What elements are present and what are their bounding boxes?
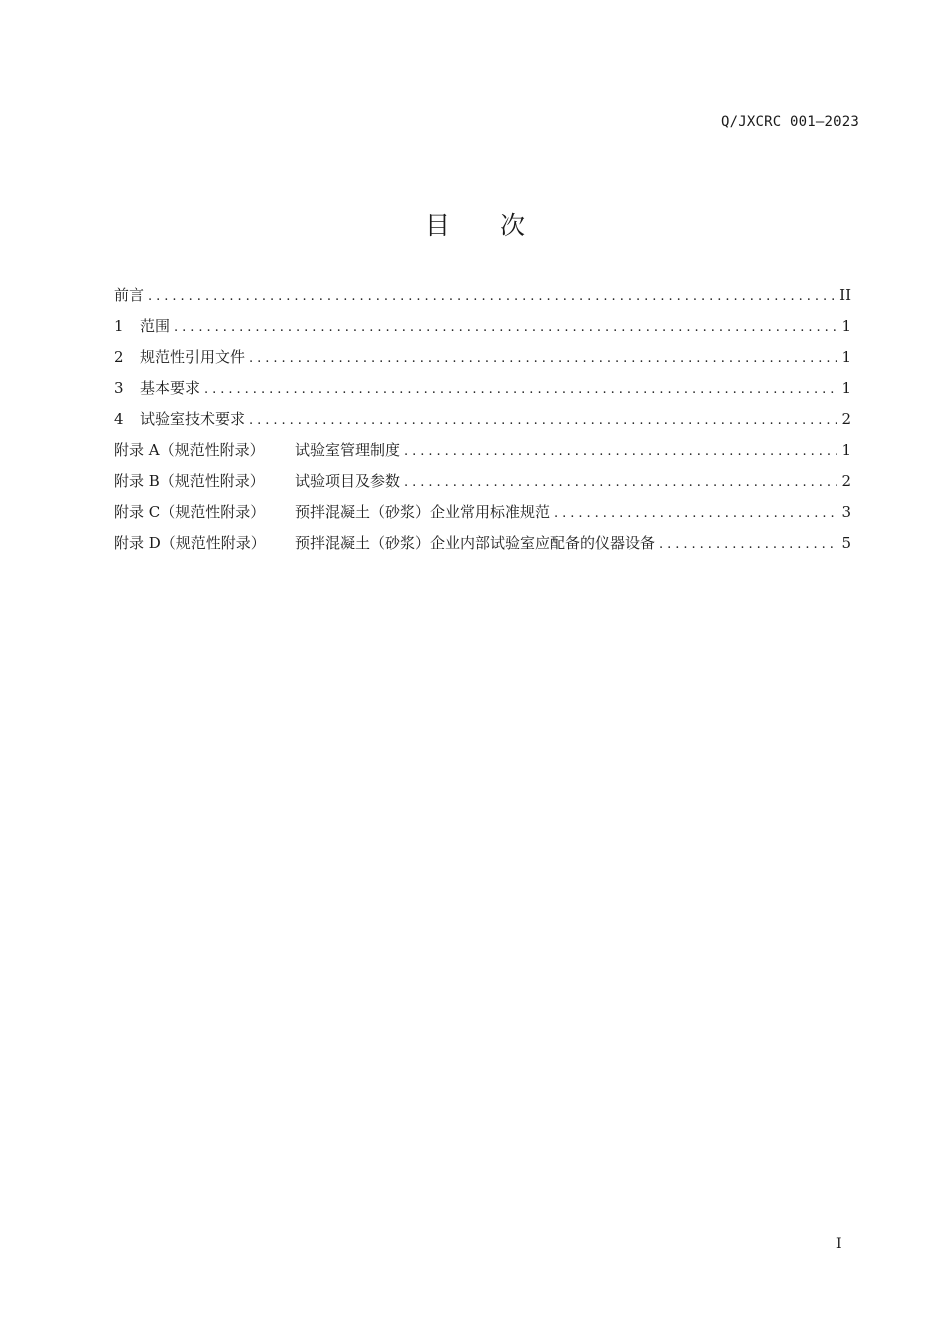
toc-title-part1: 目 [424,211,450,240]
toc-entry-appendix-b[interactable] [114,470,851,501]
toc-title-part2: 次 [500,211,526,240]
toc-leader-dots [659,537,837,552]
toc-leader-dots [404,444,837,459]
toc-entry-page: 5 [841,534,851,552]
toc-entry-page: 3 [841,503,851,521]
toc-entry-page: 1 [841,348,851,366]
toc-entry-page: 2 [841,410,851,428]
toc-entry-page: 1 [841,379,851,397]
toc-entry-label: 附录 D（规范性附录） 预拌混凝土（砂浆）企业内部试验室应配备的仪器设备 [114,534,656,552]
toc-appendix-prefix: 附录 C（规范性附录） [114,503,266,521]
toc-entry-label: 1 范围 [114,317,171,335]
toc-entry-label: 附录 B（规范性附录） 试验项目及参数 [114,472,401,490]
toc-entry-page: 1 [841,317,851,335]
toc-entry-scope[interactable] [114,315,851,346]
toc-entry-appendix-a[interactable] [114,439,851,470]
toc-entry-page: 1 [841,441,851,459]
toc-leader-dots [174,320,837,335]
toc-entry-normative-references[interactable] [114,346,851,377]
toc-leader-dots [249,351,837,366]
toc-entry-label: 3 基本要求 [114,379,201,397]
toc-title [0,206,950,242]
toc-entry-label: 前言 [114,286,145,304]
toc-entry-number: 1 [114,317,124,335]
toc-appendix-prefix: 附录 A（规范性附录） [114,441,265,459]
toc-leader-dots [554,506,837,521]
toc-leader-dots [148,289,835,304]
toc-entry-appendix-c[interactable] [114,501,851,532]
toc-entry-number: 2 [114,348,124,366]
page-number: I [836,1236,842,1252]
toc-entry-label: 附录 C（规范性附录） 预拌混凝土（砂浆）企业常用标准规范 [114,503,551,521]
toc-entry-page: 2 [841,472,851,490]
toc-entry-appendix-d[interactable] [114,532,851,563]
standard-code: Q/JXCRC 001—2023 [720,114,859,130]
table-of-contents [114,284,851,563]
toc-entry-label: 2 规范性引用文件 [114,348,246,366]
toc-leader-dots [249,413,837,428]
toc-leader-dots [204,382,837,397]
toc-entry-number: 3 [114,379,124,397]
toc-entry-foreword[interactable] [114,284,851,315]
toc-appendix-prefix: 附录 D（规范性附录） [114,534,266,552]
toc-entry-number: 4 [114,410,124,428]
toc-entry-label: 4 试验室技术要求 [114,410,246,428]
toc-entry-lab-technical-requirements[interactable] [114,408,851,439]
toc-leader-dots [404,475,837,490]
toc-entry-page: II [839,286,851,304]
toc-appendix-prefix: 附录 B（规范性附录） [114,472,265,490]
toc-entry-label: 附录 A（规范性附录） 试验室管理制度 [114,441,401,459]
toc-entry-basic-requirements[interactable] [114,377,851,408]
